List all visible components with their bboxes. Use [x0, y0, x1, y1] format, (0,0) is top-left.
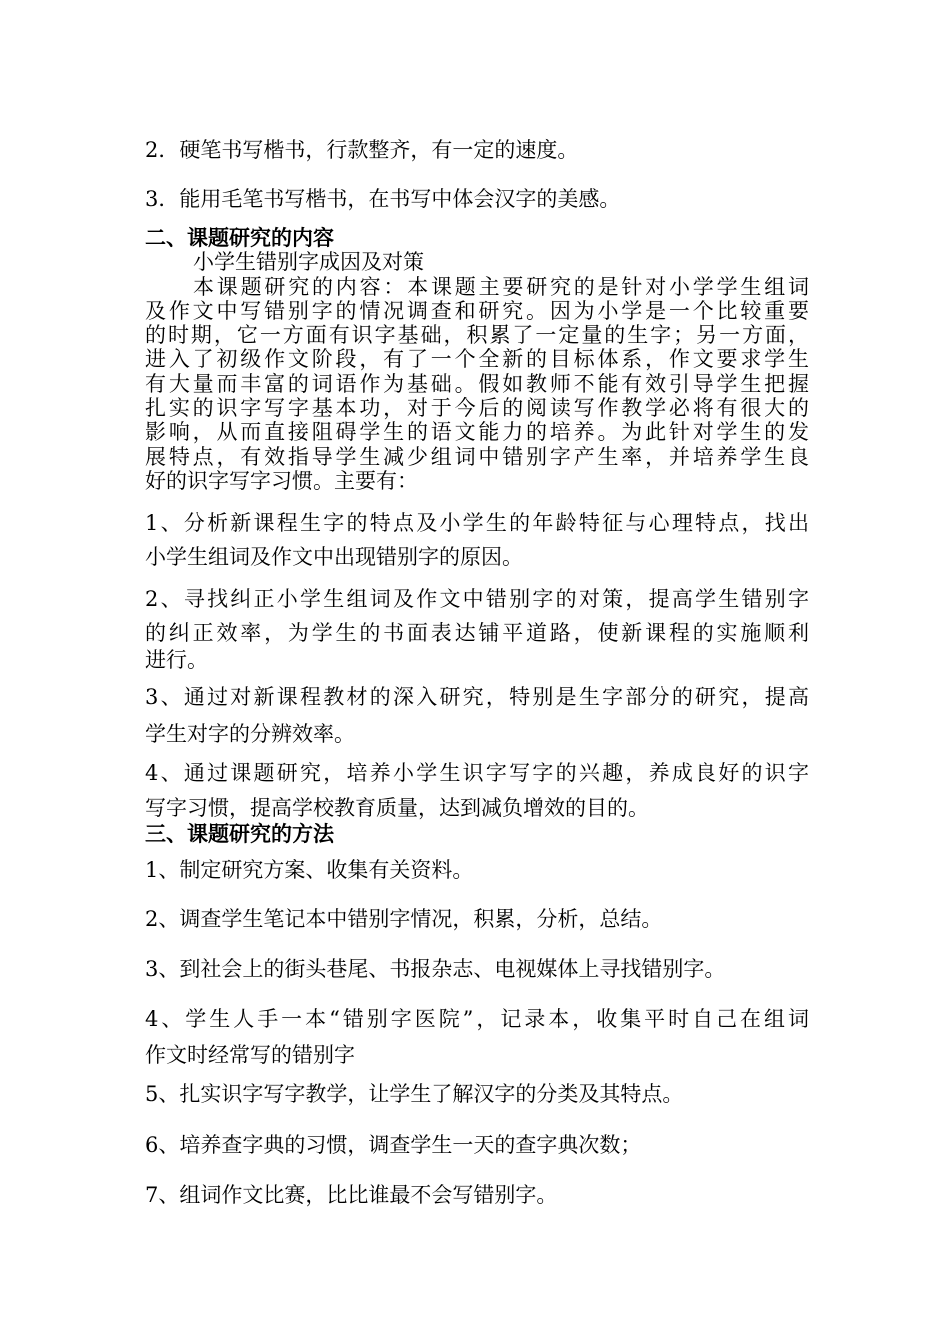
intro-line: 扎实的识字写字基本功，对于今后的阅读写作教学必将有很大的 [145, 396, 809, 420]
standard-item-3: 3．能用毛笔书写楷书，在书写中体会汉字的美感。 [145, 187, 621, 211]
method-item-2: 2、调查学生笔记本中错别字情况，积累，分析，总结。 [145, 907, 663, 931]
content-point-2: 2、寻找纠正小学生组词及作文中错别字的对策，提高学生错别字 [145, 587, 809, 611]
method-item-4: 4、学生人手一本“错别字医院”，记录本，收集平时自己在组词 [145, 1007, 809, 1031]
intro-line: 的时期，它一方面有识字基础，积累了一定量的生字；另一方面， [145, 323, 809, 347]
content-point-2-cont: 的纠正效率，为学生的书面表达铺平道路，使新课程的实施顺利 [145, 621, 809, 645]
intro-line: 及作文中写错别字的情况调查和研究。因为小学是一个比较重要 [145, 299, 809, 323]
intro-line: 展特点，有效指导学生减少组词中错别字产生率，并培养学生良 [145, 445, 809, 469]
intro-line: 好的识字写字习惯。主要有： [145, 469, 418, 493]
method-item-6: 6、培养查字典的习惯，调查学生一天的查字典次数； [145, 1133, 642, 1157]
section-heading-research-content: 二、课题研究的内容 [145, 226, 334, 250]
content-point-2-cont: 进行。 [145, 648, 208, 672]
standard-item-2: 2．硬笔书写楷书，行款整齐，有一定的速度。 [145, 138, 579, 162]
content-point-4: 4、通过课题研究，培养小学生识字写字的兴趣，养成良好的识字 [145, 761, 809, 785]
content-point-3: 3、通过对新课程教材的深入研究，特别是生字部分的研究，提高 [145, 685, 809, 709]
content-point-4-cont: 写字习惯，提高学校教育质量，达到减负增效的目的。 [145, 796, 649, 820]
method-item-7: 7、组词作文比赛，比比谁最不会写错别字。 [145, 1183, 558, 1207]
method-item-3: 3、到社会上的街头巷尾、书报杂志、电视媒体上寻找错别字。 [145, 957, 726, 981]
method-item-4-cont: 作文时经常写的错别字 [145, 1043, 355, 1067]
content-point-3-cont: 学生对字的分辨效率。 [145, 722, 355, 746]
research-subtitle: 小学生错别字成因及对策 [193, 250, 424, 274]
method-item-5: 5、扎实识字写字教学，让学生了解汉字的分类及其特点。 [145, 1082, 684, 1106]
intro-line: 有大量而丰富的词语作为基础。假如教师不能有效引导学生把握 [145, 372, 809, 396]
section-heading-research-methods: 三、课题研究的方法 [145, 822, 334, 846]
intro-line: 进入了初级作文阶段，有了一个全新的目标体系，作文要求学生 [145, 347, 809, 371]
content-point-1-cont: 小学生组词及作文中出现错别字的原因。 [145, 545, 523, 569]
content-point-1: 1、分析新课程生字的特点及小学生的年龄特征与心理特点，找出 [145, 511, 809, 535]
document-page [145, 0, 809, 1344]
intro-line: 影响，从而直接阻碍学生的语文能力的培养。为此针对学生的发 [145, 420, 809, 444]
method-item-1: 1、制定研究方案、收集有关资料。 [145, 858, 474, 882]
intro-line: 本课题研究的内容：本课题主要研究的是针对小学学生组词 [193, 275, 809, 299]
